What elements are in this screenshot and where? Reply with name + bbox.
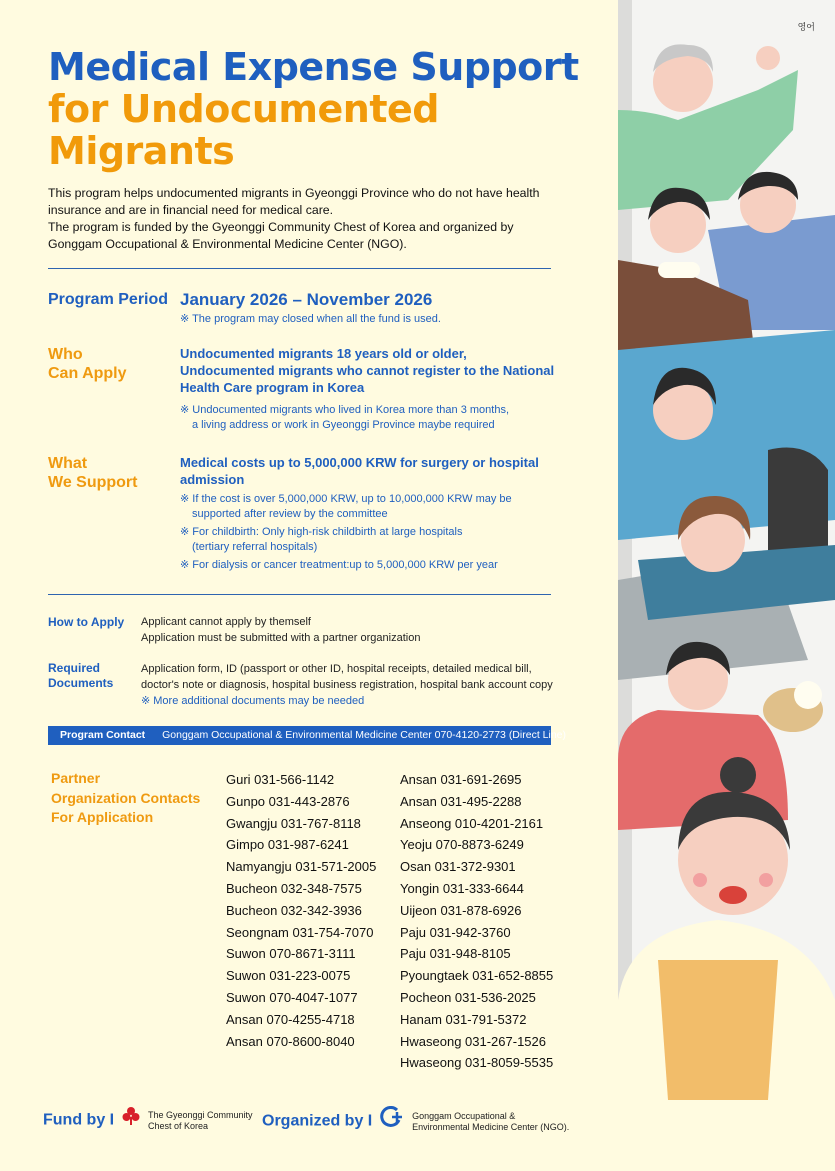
- people-illustration: [618, 0, 835, 1171]
- divider-top: [48, 268, 551, 269]
- partner-label-line-2: Organization Contacts: [51, 789, 201, 806]
- partner-label-line-3: For Application: [51, 809, 154, 825]
- list-item: Yeoju 070-8873-6249: [400, 837, 524, 853]
- docs-label-line-2: Documents: [48, 676, 114, 690]
- docs-text: [141, 661, 561, 709]
- period-label: Program Period: [48, 291, 169, 308]
- how-line-1: Applicant cannot apply by themself: [141, 616, 311, 628]
- list-item: Bucheon 032-342-3936: [226, 902, 362, 918]
- docs-label-line-1: Required: [48, 661, 101, 675]
- list-item: Seongnam 031-754-7070: [226, 924, 374, 940]
- organizer-line-2: Environmental Medicine Center (NGO).: [412, 1121, 570, 1132]
- intro-paragraph-1: This program helps undocumented migrants in Gyeonggi Province who do not have health insurance and are in financial need for medical care.: [48, 186, 540, 217]
- list-item: Gwangju 031-767-8118: [226, 815, 361, 831]
- list-item: Hanam 031-791-5372: [400, 1011, 527, 1027]
- partner-label: [51, 769, 200, 828]
- period-note: [180, 312, 565, 327]
- support-main: Medical costs up to 5,000,000 KRW for surgery or hospital admission: [180, 455, 539, 487]
- support-label: [48, 454, 137, 492]
- support-note-1: ※ If the cost is over 5,000,000 KRW, up to 10,000,000 KRW may be supported after review by the committee: [180, 493, 512, 520]
- who-main: Undocumented migrants 18 years old or older, Undocumented migrants who cannot register to the National Health Care program in Korea: [180, 346, 555, 395]
- footer-fund: [43, 1106, 253, 1135]
- list-item: Yongin 031-333-6644: [400, 880, 524, 896]
- list-item: Pyoungtaek 031-652-8855: [400, 968, 554, 984]
- partner-list-column-1: [226, 769, 376, 1052]
- divider-middle: [48, 594, 551, 595]
- who-notes: [180, 403, 510, 433]
- list-item: Suwon 031-223-0075: [226, 968, 351, 984]
- period-note-text: ※ The program may closed when all the fund is used.: [180, 313, 441, 325]
- page-title: [48, 46, 588, 172]
- list-item: Uijeon 031-878-6926: [400, 902, 522, 918]
- organizer-label: Organized by I: [262, 1112, 373, 1130]
- list-item: Gimpo 031-987-6241: [226, 837, 349, 853]
- list-item: Pocheon 031-536-2025: [400, 989, 536, 1005]
- list-item: Bucheon 032-348-7575: [226, 880, 362, 896]
- fund-org-line-2: Chest of Korea: [148, 1120, 209, 1131]
- gonggam-logo-icon: [380, 1106, 404, 1137]
- fund-label: Fund by I: [43, 1111, 115, 1129]
- partner-list-column-2: [400, 769, 553, 1074]
- fund-org-line-1: The Gyeonggi Community: [148, 1109, 253, 1120]
- list-item: Paju 031-948-8105: [400, 946, 511, 962]
- list-item: Osan 031-372-9301: [400, 859, 516, 875]
- program-contact-bar: [48, 726, 566, 745]
- docs-note: ※ More additional documents may be needed: [141, 695, 365, 707]
- footer-organizer: [262, 1106, 569, 1137]
- list-item: Paju 031-942-3760: [400, 924, 511, 940]
- organizer-line-1: Gonggam Occupational &: [412, 1110, 516, 1121]
- list-item: Hwaseong 031-8059-5535: [400, 1055, 554, 1071]
- list-item: Guri 031-566-1142: [226, 772, 335, 787]
- period-value: January 2026 – November 2026: [180, 290, 433, 309]
- who-label: [48, 345, 127, 383]
- list-item: Gunpo 031-443-2876: [226, 793, 350, 809]
- support-note-3: ※ For dialysis or cancer treatment:up to 5,000,000 KRW per year: [180, 559, 498, 571]
- intro-paragraph-2: The program is funded by the Gyeonggi Community Chest of Korea and organized by Gonggam Occupational & Environmental Medicine Center (NGO).: [48, 220, 514, 251]
- list-item: Ansan 031-691-2695: [400, 772, 522, 787]
- title-line-1: Medical Expense Support: [48, 45, 579, 89]
- who-label-line-1: Who: [48, 346, 83, 363]
- list-item: Ansan 070-4255-4718: [226, 1011, 355, 1027]
- docs-label: [48, 661, 113, 691]
- who-label-line-2: Can Apply: [48, 365, 127, 382]
- organizer-org-name: [412, 1111, 569, 1133]
- title-line-3: Migrants: [48, 129, 235, 173]
- support-label-line-1: What: [48, 455, 88, 472]
- list-item: Hwaseong 031-267-1526: [400, 1033, 546, 1049]
- support-label-line-2: We Support: [48, 474, 138, 491]
- partner-label-line-1: Partner: [51, 770, 101, 786]
- support-note-2: ※ For childbirth: Only high-risk childbirth at large hospitals (tertiary referral hospitals): [180, 526, 463, 553]
- intro-text: [48, 185, 558, 253]
- illustration-panel: [618, 0, 835, 1171]
- title-line-2: for Undocumented: [48, 87, 439, 131]
- support-notes: [180, 492, 535, 573]
- who-note-1: ※ Undocumented migrants who lived in Korea more than 3 months, a living address or work in Gyeonggi Province maybe required: [180, 404, 509, 431]
- list-item: Suwon 070-8671-3111: [226, 946, 356, 962]
- how-line-2: Application must be submitted with a partner organization: [141, 632, 421, 644]
- list-item: Suwon 070-4047-1077: [226, 989, 358, 1005]
- community-chest-logo-icon: [122, 1106, 140, 1135]
- how-text: [141, 614, 561, 646]
- docs-main: Application form, ID (passport or other ID, hospital receipts, detailed medical bill, doctor's note or diagnosis, hospital business registration, hospital bank account copy: [141, 663, 553, 691]
- list-item: Namyangju 031-571-2005: [226, 859, 377, 875]
- list-item: Ansan 031-495-2288: [400, 793, 522, 809]
- fund-org-name: [148, 1110, 253, 1132]
- contact-value: Gonggam Occupational & Environmental Medicine Center 070-4120-2773 (Direct Line): [162, 729, 566, 741]
- language-tag: 영어: [797, 22, 815, 32]
- how-label: How to Apply: [48, 615, 125, 629]
- list-item: Anseong 010-4201-2161: [400, 815, 544, 831]
- contact-label: Program Contact: [60, 729, 146, 741]
- list-item: Ansan 070-8600-8040: [226, 1033, 355, 1049]
